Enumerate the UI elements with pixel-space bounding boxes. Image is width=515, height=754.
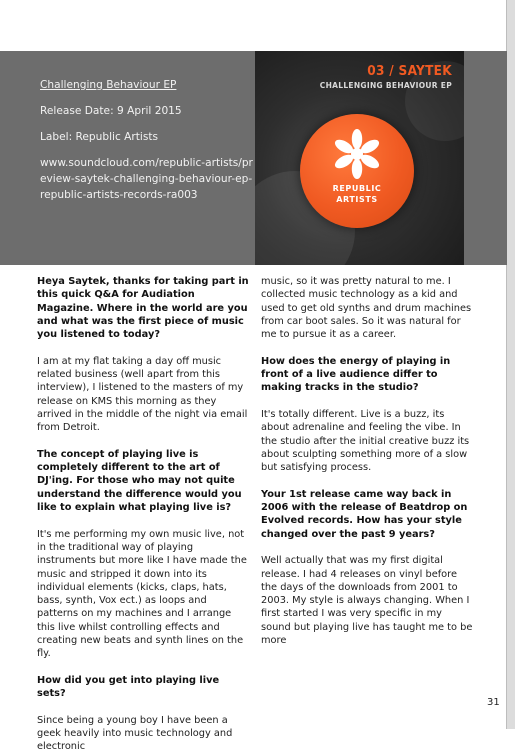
album-cover (255, 51, 464, 265)
release-url-link[interactable]: www.soundcloud.com/republic-artists/preview-saytek-challenging-behaviour-ep-republic-artists-records-ra003 (40, 157, 253, 201)
article-column-right (261, 275, 473, 647)
asterisk-logo-icon (331, 128, 383, 180)
interview-question: How did you get into playing live sets? (37, 674, 220, 700)
cover-ep-title: CHALLENGING BEHAVIOUR EP (319, 81, 452, 90)
release-title-link[interactable]: Challenging Behaviour EP (40, 79, 177, 91)
release-label: Label: Republic Artists (40, 131, 159, 143)
article-column-left (37, 275, 249, 754)
interview-answer: It's me performing my own music live, not in the traditional way of playing instruments but more like I have made the music and stripped it down into its individual elements (kicks, claps, hats, bass, synth, Vox ect.) as loops and patterns on my machines and I arrange this live whilst controlling effects and creating new beats and synth lines on the fly. (37, 528, 247, 660)
label-disc (300, 114, 414, 228)
cover-artist: 03 / SAYTEK (367, 63, 452, 79)
interview-answer: music, so it was pretty natural to me. I collected music technology as a kid and used to get old synths and drum machines from car boot sales. So it was natural for me to pursue it as a career. (261, 276, 472, 341)
logo-text-line1: REPUBLIC (332, 184, 382, 193)
interview-question: The concept of playing live is completely different to the art of DJ'ing. For those who may not quite understand the difference would you like to explain what playing live is? (37, 448, 242, 514)
release-info-banner (0, 51, 507, 265)
page-edge (507, 0, 515, 729)
release-details (40, 77, 255, 203)
interview-question: How does the energy of playing in front of a live audience differ to making tracks in the studio? (261, 355, 451, 394)
page-number: 31 (487, 697, 500, 708)
release-date: Release Date: 9 April 2015 (40, 105, 182, 117)
interview-answer: Since being a young boy I have been a geek heavily into music technology and electronic (37, 714, 233, 753)
interview-answer: I am at my flat taking a day off music related business (well apart from this interview), I listened to the masters of my release on KMS this morning as they arrived in the middle of the night via email from Detroit. (37, 355, 248, 434)
interview-answer: It's totally different. Live is a buzz, its about adrenaline and feeling the vibe. In the studio after the initial creative buzz its about sculpting something more of a slow but satisfying process. (261, 408, 470, 474)
logo-text-line2: ARTISTS (336, 195, 378, 204)
interview-answer: Well actually that was my first digital release. I had 4 releases on vinyl before the days of the downloads from 2001 to 2003. My style is always changing. When I first started I was very specific in my sound but playing live has taught me to be more (261, 555, 473, 647)
interview-question: Your 1st release came way back in 2006 with the release of Beatdrop on Evolved records. How has your style changed over the past 9 years? (261, 488, 468, 540)
interview-question: Heya Saytek, thanks for taking part in this quick Q&A for Audiation Magazine. Where in the world are you and what was the first piece of music you listened to today? (37, 276, 249, 341)
